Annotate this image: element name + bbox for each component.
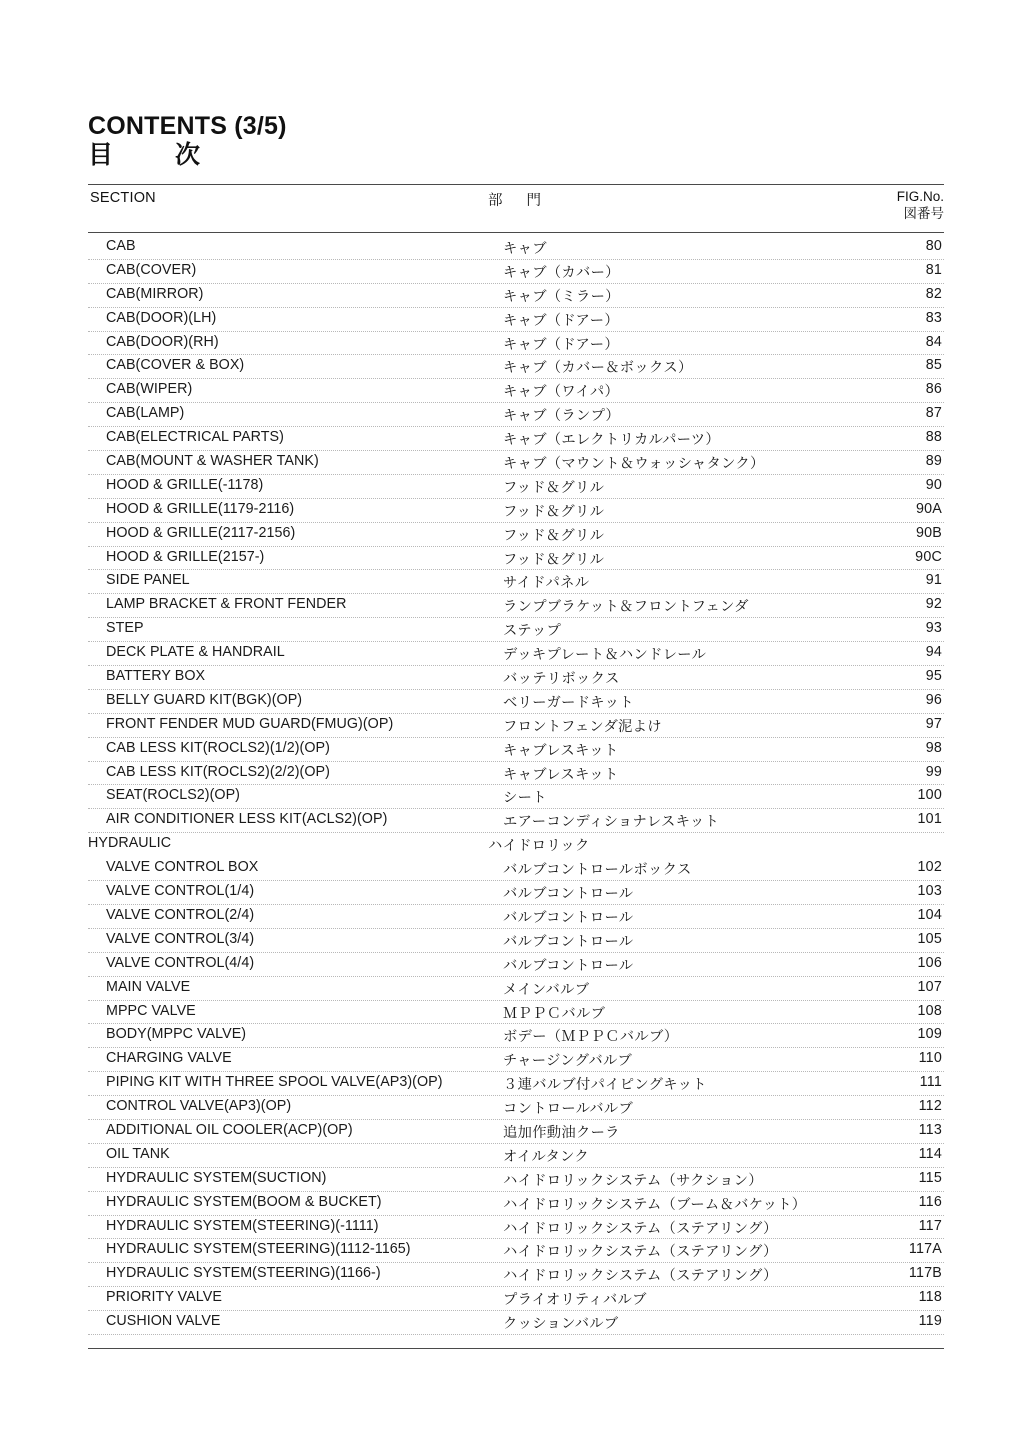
- section-name-jp: フロントフェンダ泥よけ: [503, 718, 662, 735]
- table-row[interactable]: [88, 977, 944, 1001]
- column-header-fig-no: [897, 188, 944, 223]
- table-row[interactable]: [88, 1263, 944, 1287]
- section-name-en: VALVE CONTROL BOX: [106, 859, 259, 876]
- fig-number: 119: [918, 1313, 942, 1330]
- section-name-en: AIR CONDITIONER LESS KIT(ACLS2)(OP): [106, 811, 388, 828]
- section-name-en: CAB: [106, 238, 136, 254]
- section-name-jp: ベリーガードキット: [503, 694, 634, 711]
- table-row[interactable]: [88, 1287, 944, 1311]
- column-header-row: [88, 188, 944, 232]
- section-name-jp: ３連バルブ付パイピングキット: [503, 1077, 707, 1094]
- table-row[interactable]: [88, 833, 944, 857]
- section-name-jp: バルブコントロール: [503, 933, 634, 950]
- section-name-en: CAB(WIPER): [106, 381, 193, 398]
- table-row[interactable]: [88, 714, 944, 738]
- table-row[interactable]: [88, 1192, 944, 1216]
- section-name-en: FRONT FENDER MUD GUARD(FMUG)(OP): [106, 715, 394, 732]
- page-title-japanese: [88, 141, 948, 170]
- section-name-jp: コントロールバルブ: [503, 1101, 634, 1118]
- section-name-en: HYDRAULIC SYSTEM(BOOM & BUCKET): [106, 1193, 382, 1210]
- table-row[interactable]: [88, 690, 944, 714]
- section-name-en: MPPC VALVE: [106, 1002, 196, 1019]
- fig-number: 95: [925, 668, 942, 685]
- table-row[interactable]: [88, 1048, 944, 1072]
- fig-number: 109: [917, 1026, 942, 1043]
- header-rule-top: [88, 184, 944, 185]
- section-name-jp: キャブ（ドアー）: [503, 312, 619, 329]
- section-name-en: STEP: [106, 620, 144, 637]
- section-name-en: LAMP BRACKET & FRONT FENDER: [106, 596, 347, 613]
- section-name-jp: ボデー（ＭＰＰＣバルブ）: [503, 1029, 679, 1046]
- section-name-jp: キャブ（カバー）: [503, 264, 620, 281]
- section-name-en: HOOD & GRILLE(2157-): [106, 548, 265, 565]
- table-row[interactable]: [88, 451, 944, 475]
- section-name-en: CHARGING VALVE: [106, 1050, 232, 1067]
- section-name-en: VALVE CONTROL(3/4): [106, 930, 255, 947]
- section-name-en: HOOD & GRILLE(-1178): [106, 476, 264, 493]
- section-name-jp: キャブ（ミラー）: [503, 288, 620, 305]
- fig-number: 114: [918, 1145, 942, 1162]
- table-row[interactable]: [88, 618, 944, 642]
- table-row[interactable]: [88, 666, 944, 690]
- table-row[interactable]: [88, 785, 944, 809]
- section-name-jp: フッド＆グリル: [503, 551, 605, 568]
- section-name-jp: ハイドロリックシステム（ステアリング）: [503, 1244, 778, 1261]
- section-name-jp: ランプブラケット＆フロントフェンダ: [503, 599, 749, 616]
- fig-number: 102: [917, 859, 942, 876]
- table-row[interactable]: [88, 1168, 944, 1192]
- section-name-jp: サイドパネル: [503, 575, 590, 592]
- fig-number: 113: [918, 1121, 942, 1138]
- section-name-en: CUSHION VALVE: [106, 1313, 221, 1330]
- section-name-jp: ステップ: [503, 623, 562, 640]
- section-name-jp: ハイドロリックシステム（ステアリング）: [503, 1268, 778, 1285]
- section-name-jp: クッションバルブ: [503, 1316, 619, 1333]
- section-name-jp: チャージングバルブ: [503, 1053, 633, 1070]
- section-name-en: CAB(COVER & BOX): [106, 357, 245, 374]
- section-name-en: DECK PLATE & HANDRAIL: [106, 644, 285, 661]
- fig-number: 90C: [915, 548, 942, 565]
- table-row[interactable]: [88, 1120, 944, 1144]
- fig-number: 80: [925, 238, 942, 254]
- section-name-en: HYDRAULIC SYSTEM(STEERING)(1166-): [106, 1265, 381, 1282]
- section-name-jp: キャブ（ランプ）: [503, 408, 620, 425]
- section-name-en: CAB(MIRROR): [106, 285, 204, 302]
- column-header-fig-no-en: FIG.No.: [896, 189, 944, 204]
- table-row[interactable]: [88, 355, 944, 379]
- fig-number: 88: [925, 429, 942, 446]
- fig-number: 107: [917, 978, 942, 995]
- section-name-jp: フッド＆グリル: [503, 503, 605, 520]
- section-name-en: PRIORITY VALVE: [106, 1289, 222, 1306]
- fig-number: 106: [917, 954, 942, 971]
- fig-number: 97: [925, 715, 942, 732]
- section-name-jp: フッド＆グリル: [503, 479, 605, 496]
- table-row[interactable]: [88, 1096, 944, 1120]
- fig-number: 108: [917, 1002, 942, 1019]
- table-row[interactable]: [88, 403, 944, 427]
- section-name-en: CAB(ELECTRICAL PARTS): [106, 429, 284, 446]
- fig-number: 105: [917, 930, 942, 947]
- section-name-en: SIDE PANEL: [106, 572, 190, 589]
- table-row[interactable]: [88, 1144, 944, 1168]
- column-header-japanese-2: 門: [526, 193, 541, 209]
- section-name-en: HYDRAULIC SYSTEM(SUCTION): [106, 1169, 327, 1186]
- fig-number: 112: [918, 1098, 942, 1115]
- fig-number: 84: [925, 333, 942, 350]
- title-jp-char-2: 次: [175, 141, 201, 169]
- section-name-jp: フッド＆グリル: [503, 527, 605, 544]
- table-row[interactable]: [88, 308, 944, 332]
- section-name-jp: デッキプレート＆ハンドレール: [503, 647, 707, 664]
- section-name-jp: 追加作動油クーラ: [503, 1124, 620, 1141]
- section-name-en: HOOD & GRILLE(1179-2116): [106, 500, 295, 517]
- section-name-en: BELLY GUARD KIT(BGK)(OP): [106, 691, 303, 708]
- section-name-en: VALVE CONTROL(2/4): [106, 906, 255, 923]
- section-name-jp: バルブコントロール: [503, 909, 634, 926]
- fig-number: 118: [918, 1289, 942, 1306]
- section-name-en: PIPING KIT WITH THREE SPOOL VALVE(AP3)(OP): [106, 1074, 443, 1091]
- table-row[interactable]: [88, 499, 944, 523]
- table-row[interactable]: [88, 284, 944, 308]
- section-name-en: SEAT(ROCLS2)(OP): [106, 787, 240, 804]
- table-row[interactable]: [88, 1216, 944, 1240]
- section-name-en: CAB(LAMP): [106, 405, 185, 422]
- fig-number: 92: [925, 596, 942, 613]
- fig-number: 94: [925, 644, 942, 661]
- fig-number: 93: [925, 620, 942, 637]
- section-name-jp: キャブ（ドアー）: [503, 336, 619, 353]
- section-name-jp: ハイドロリックシステム（ステアリング）: [503, 1220, 778, 1237]
- page-title: CONTENTS (3/5): [88, 112, 287, 140]
- column-header-japanese: [488, 189, 541, 210]
- table-row[interactable]: [88, 332, 944, 356]
- section-name-en: VALVE CONTROL(4/4): [106, 954, 255, 971]
- section-name-jp: エアーコンディショナレスキット: [503, 814, 720, 831]
- section-name-en: ADDITIONAL OIL COOLER(ACP)(OP): [106, 1121, 353, 1138]
- section-name-en: VALVE CONTROL(1/4): [106, 883, 255, 900]
- table-row[interactable]: [88, 594, 944, 618]
- table-row[interactable]: [88, 929, 944, 953]
- fig-number: 117B: [908, 1265, 942, 1282]
- table-row[interactable]: [88, 762, 944, 786]
- section-name-jp: メインバルブ: [503, 981, 590, 998]
- section-name-jp: キャブレスキット: [503, 742, 619, 759]
- page-title-block: [88, 112, 948, 170]
- section-name-jp: シート: [503, 790, 547, 807]
- fig-number: 91: [925, 572, 942, 589]
- table-row[interactable]: [88, 953, 944, 977]
- section-name-jp: キャブレスキット: [503, 766, 619, 783]
- section-name-en: MAIN VALVE: [106, 978, 191, 995]
- section-name-en: CAB LESS KIT(ROCLS2)(1/2)(OP): [106, 739, 330, 756]
- column-header-japanese-1: 部: [488, 193, 503, 209]
- fig-number: 98: [925, 739, 942, 756]
- column-header-section: SECTION: [90, 190, 156, 206]
- section-name-jp: プライオリティバルブ: [503, 1292, 647, 1309]
- fig-number: 86: [925, 381, 942, 398]
- table-row[interactable]: [88, 738, 944, 762]
- section-name-en: HYDRAULIC SYSTEM(STEERING)(1112-1165): [106, 1241, 411, 1258]
- section-name-jp: バッテリボックス: [503, 671, 620, 688]
- section-name-en: CAB(DOOR)(LH): [106, 309, 217, 326]
- section-name-en: BODY(MPPC VALVE): [106, 1026, 247, 1043]
- section-name-en: OIL TANK: [106, 1145, 170, 1162]
- column-header-fig-no-jp: 図番号: [903, 206, 944, 222]
- title-jp-char-1: 目: [88, 141, 114, 169]
- fig-number: 100: [917, 787, 942, 804]
- contents-table: [88, 236, 944, 1335]
- section-name-jp: ハイドロリックシステム（ブーム＆バケット）: [503, 1196, 807, 1213]
- table-row[interactable]: [88, 379, 944, 403]
- section-name-en: CONTROL VALVE(AP3)(OP): [106, 1098, 292, 1115]
- table-row[interactable]: [88, 475, 944, 499]
- fig-number: 116: [918, 1193, 942, 1210]
- table-row[interactable]: [88, 1311, 944, 1335]
- fig-number: 82: [925, 285, 942, 302]
- fig-number: 101: [917, 811, 942, 828]
- section-name-jp: バルブコントロールボックス: [503, 862, 692, 879]
- table-row[interactable]: [88, 236, 944, 260]
- table-row[interactable]: [88, 547, 944, 571]
- section-name-en: CAB(MOUNT & WASHER TANK): [106, 453, 319, 470]
- fig-number: 90B: [915, 524, 942, 541]
- fig-number: 85: [925, 357, 942, 374]
- section-name-en: CAB(DOOR)(RH): [106, 333, 219, 350]
- header-rule-bottom: [88, 232, 944, 233]
- section-name-jp: バルブコントロール: [503, 957, 634, 974]
- table-row[interactable]: [88, 260, 944, 284]
- section-name-en: HYDRAULIC: [88, 835, 172, 852]
- table-row[interactable]: [88, 1072, 944, 1096]
- table-row[interactable]: [88, 570, 944, 594]
- section-name-jp: オイルタンク: [503, 1148, 590, 1165]
- section-name-jp: キャブ（マウント＆ウォッシャタンク）: [503, 456, 765, 473]
- table-row[interactable]: [88, 1001, 944, 1025]
- fig-number: 103: [917, 883, 942, 900]
- fig-number: 96: [925, 691, 942, 708]
- table-row[interactable]: [88, 881, 944, 905]
- table-row[interactable]: [88, 809, 944, 833]
- table-row[interactable]: [88, 642, 944, 666]
- fig-number: 87: [925, 405, 942, 422]
- row-separator: [88, 1334, 944, 1335]
- fig-number: 110: [918, 1050, 942, 1067]
- fig-number: 90A: [915, 500, 942, 517]
- section-name-jp: キャブ（エレクトリカルパーツ）: [503, 432, 720, 449]
- section-name-en: CAB LESS KIT(ROCLS2)(2/2)(OP): [106, 763, 330, 780]
- fig-number: 117: [918, 1217, 942, 1234]
- table-row[interactable]: [88, 427, 944, 451]
- table-rule-bottom: [88, 1348, 944, 1349]
- fig-number: 104: [917, 906, 942, 923]
- table-row[interactable]: [88, 523, 944, 547]
- fig-number: 111: [919, 1074, 942, 1091]
- table-row[interactable]: [88, 1024, 944, 1048]
- section-name-jp: ＭＰＰＣバルブ: [503, 1005, 606, 1022]
- section-name-jp: キャブ（カバー＆ボックス）: [503, 360, 693, 377]
- section-name-en: HOOD & GRILLE(2117-2156): [106, 524, 296, 541]
- fig-number: 89: [925, 453, 942, 470]
- table-row[interactable]: [88, 1239, 944, 1263]
- fig-number: 83: [925, 309, 942, 326]
- section-name-en: BATTERY BOX: [106, 668, 206, 685]
- fig-number: 115: [918, 1169, 942, 1186]
- table-row[interactable]: [88, 905, 944, 929]
- section-name-jp: キャブ（ワイパ）: [503, 384, 620, 401]
- section-name-jp: キャブ: [503, 241, 547, 257]
- fig-number: 81: [925, 261, 942, 278]
- fig-number: 117A: [908, 1241, 942, 1258]
- section-name-jp: ハイドロリックシステム（サクション）: [503, 1172, 763, 1189]
- section-name-en: HYDRAULIC SYSTEM(STEERING)(-1111): [106, 1217, 379, 1234]
- section-name-en: CAB(COVER): [106, 261, 197, 278]
- fig-number: 90: [925, 476, 942, 493]
- section-name-jp: ハイドロリック: [488, 838, 590, 855]
- table-row[interactable]: [88, 857, 944, 881]
- section-name-jp: バルブコントロール: [503, 886, 634, 903]
- fig-number: 99: [925, 763, 942, 780]
